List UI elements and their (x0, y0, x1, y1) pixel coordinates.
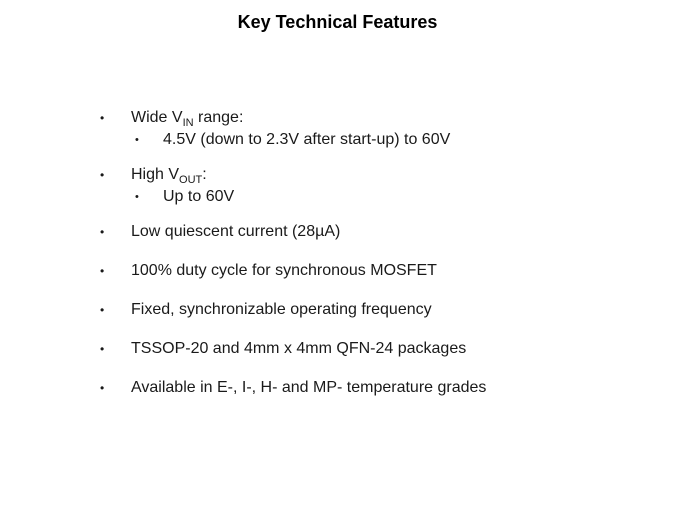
subscript-out: OUT (179, 174, 203, 186)
feature-item-packages (100, 339, 660, 359)
feature-list (100, 108, 660, 417)
sub-list (131, 130, 660, 150)
feature-item-frequency (100, 300, 660, 320)
sub-bullet-icon: • (135, 191, 139, 203)
bullet-icon: • (100, 342, 105, 356)
feature-text: Fixed, synchronizable operating frequency (131, 301, 432, 318)
feature-text: TSSOP-20 and 4mm x 4mm QFN-24 packages (131, 340, 467, 357)
feature-text: 100% duty cycle for synchronous MOSFET (131, 262, 437, 279)
feature-item-quiescent-current (100, 222, 660, 242)
feature-text: Wide $V_{IN}$ range: (131, 109, 244, 129)
bullet-icon: • (100, 264, 105, 278)
feature-item-wide-vin (100, 108, 660, 150)
bullet-icon: • (100, 303, 105, 317)
bullet-icon: • (100, 225, 105, 239)
sub-item (131, 187, 660, 207)
bullet-icon: • (100, 111, 105, 125)
slide-title: Key Technical Features (237, 12, 438, 32)
feature-text: Available in E-, I-, H- and MP- temperature grades (131, 379, 487, 396)
subscript-in: IN (182, 117, 194, 129)
feature-item-duty-cycle (100, 261, 660, 281)
bullet-icon: • (100, 381, 105, 395)
bullet-icon: • (100, 168, 105, 182)
sub-item-text: Up to 60V (163, 188, 235, 205)
sub-list (131, 187, 660, 207)
sub-item-text: 4.5V (down to 2.3V after start-up) to 60V (163, 131, 451, 148)
feature-text: High $V_{OUT}$: (131, 166, 207, 186)
feature-item-high-vout (100, 165, 660, 207)
feature-item-temperature-grades (100, 378, 660, 398)
sub-item (131, 130, 660, 150)
feature-text: Low quiescent current (28µA) (131, 223, 341, 240)
sub-bullet-icon: • (135, 134, 139, 146)
